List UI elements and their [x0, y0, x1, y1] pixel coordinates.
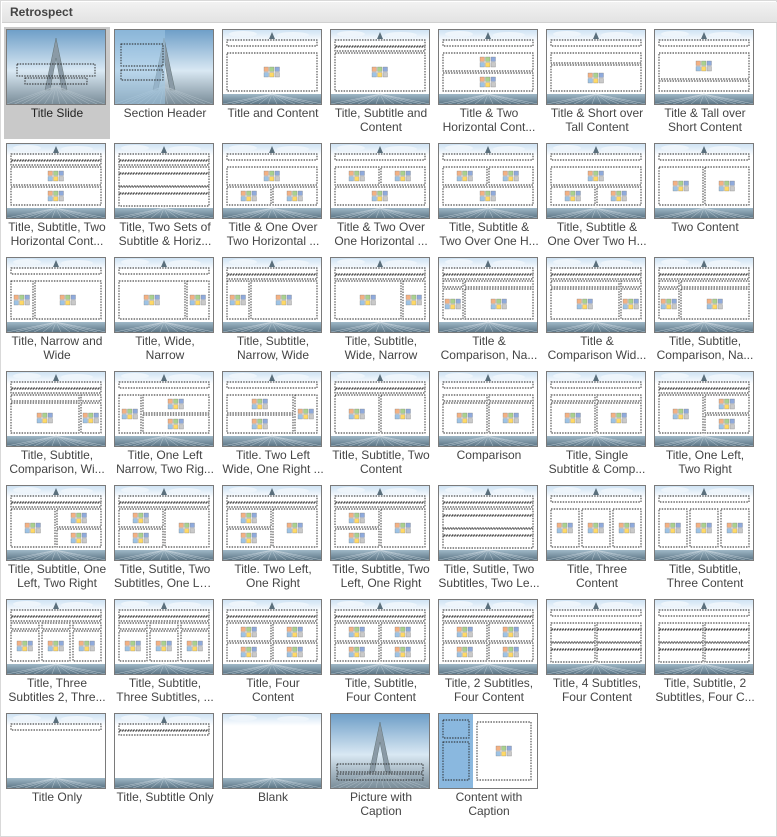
layout-thumbnail — [222, 143, 322, 219]
layout-label — [112, 334, 218, 362]
layout-option[interactable] — [112, 27, 218, 139]
layout-thumbnail — [330, 143, 430, 219]
layout-thumbnail — [546, 485, 646, 561]
layout-option[interactable] — [328, 483, 434, 595]
layout-label-line: Horizontal Cont... — [10, 234, 104, 248]
layout-option[interactable] — [436, 597, 542, 709]
layout-label-line: Title, Subtitle, — [668, 562, 742, 576]
layout-label — [436, 106, 542, 134]
layout-label — [220, 790, 326, 804]
layout-thumbnail — [438, 29, 538, 105]
layout-label — [544, 448, 650, 476]
layout-label-line: Wide — [43, 348, 71, 362]
layout-preview-icon — [547, 258, 645, 332]
layout-option[interactable] — [4, 711, 110, 823]
layout-option[interactable] — [220, 369, 326, 481]
layout-label-line: Title, One Left — [127, 448, 203, 462]
layout-label — [652, 562, 758, 590]
layout-label-line: Four Content — [561, 690, 633, 704]
layout-option[interactable] — [220, 597, 326, 709]
layout-label-line: Four Content — [453, 690, 525, 704]
layout-option[interactable] — [652, 141, 758, 253]
layout-preview-icon — [331, 714, 429, 788]
layout-label-line: Tall Content — [565, 120, 629, 134]
layout-option[interactable] — [112, 711, 218, 823]
layout-label-line: One Right — [245, 576, 301, 590]
layout-label — [112, 220, 218, 248]
layout-label-line: Title, Subtitle, — [128, 676, 202, 690]
layout-preview-icon — [223, 372, 321, 446]
layout-option[interactable] — [328, 711, 434, 823]
layout-preview-icon — [439, 258, 537, 332]
layout-label — [328, 676, 434, 704]
layout-label-line: Title & Two Over — [336, 220, 426, 234]
layout-thumbnail — [546, 143, 646, 219]
layout-preview-icon — [547, 30, 645, 104]
layout-label-line: Subtitle & Horiz... — [118, 234, 212, 248]
layout-label — [4, 106, 110, 120]
layout-preview-icon — [439, 600, 537, 674]
layout-option[interactable] — [436, 369, 542, 481]
layout-label — [544, 562, 650, 590]
layout-label-line: Left, Two Right — [17, 576, 97, 590]
layout-label — [436, 790, 542, 818]
layout-option[interactable] — [220, 27, 326, 139]
layout-option[interactable] — [220, 255, 326, 367]
layout-thumbnail — [114, 257, 214, 333]
layout-label — [652, 448, 758, 476]
layout-label-line: Caption — [360, 804, 402, 818]
layout-preview-icon — [7, 258, 105, 332]
layout-label-line: Title, One Left, — [665, 448, 745, 462]
layout-option[interactable] — [112, 255, 218, 367]
layout-thumbnail — [222, 257, 322, 333]
layout-preview-icon — [7, 144, 105, 218]
layout-thumbnail — [222, 29, 322, 105]
layout-option[interactable] — [4, 369, 110, 481]
layout-thumbnail — [6, 257, 106, 333]
layout-option[interactable] — [220, 141, 326, 253]
layout-option[interactable] — [544, 597, 650, 709]
layout-label-line: Title. Two Left, — [234, 562, 312, 576]
layout-preview-icon — [547, 486, 645, 560]
layout-preview-icon — [115, 714, 213, 788]
layout-label-line: Title Slide — [30, 106, 84, 120]
layout-preview-icon — [7, 600, 105, 674]
layout-label-line: Subtitle & Comp... — [548, 462, 646, 476]
layout-label-line: Title, Four — [246, 676, 300, 690]
layout-label — [328, 448, 434, 476]
layout-thumbnail — [546, 371, 646, 447]
layout-label — [4, 448, 110, 476]
layout-label-line: Four Content — [345, 690, 417, 704]
layout-label-line: Comparison Wid... — [547, 348, 647, 362]
layout-label-line: Title, Subtitle, Two — [332, 562, 430, 576]
layout-label-line: Two Content — [671, 220, 739, 234]
layout-label-line: Title, Narrow and — [11, 334, 103, 348]
layout-label — [328, 562, 434, 590]
layout-preview-icon — [331, 372, 429, 446]
layout-thumbnail — [654, 257, 754, 333]
layout-label — [220, 448, 326, 476]
layout-option[interactable] — [544, 369, 650, 481]
layout-thumbnail — [222, 371, 322, 447]
layout-label-line: Comparison, Na... — [440, 348, 538, 362]
layout-label — [220, 106, 326, 120]
layout-label-line: Title, Subtitle, — [20, 448, 94, 462]
layout-label — [436, 448, 542, 462]
layout-preview-icon — [115, 30, 213, 104]
layout-label-line: One Over Two H... — [547, 234, 647, 248]
layout-preview-icon — [223, 486, 321, 560]
layout-option[interactable] — [4, 141, 110, 253]
layout-label-line: Subtitles, Two Le... — [438, 576, 540, 590]
layout-option[interactable] — [436, 255, 542, 367]
layout-preview-icon — [547, 372, 645, 446]
layout-label-line: Title & Tall over — [664, 106, 746, 120]
layout-thumbnail — [654, 371, 754, 447]
layout-preview-icon — [331, 144, 429, 218]
layout-label — [220, 562, 326, 590]
layout-option[interactable] — [4, 483, 110, 595]
layout-thumbnail — [6, 485, 106, 561]
layout-preview-icon — [439, 144, 537, 218]
layout-label — [112, 676, 218, 704]
layout-preview-icon — [547, 600, 645, 674]
layout-thumbnail — [114, 485, 214, 561]
layout-preview-icon — [115, 486, 213, 560]
layout-label — [652, 220, 758, 234]
layout-label — [220, 220, 326, 248]
layout-option[interactable] — [112, 483, 218, 595]
layout-label-line: Title, 4 Subtitles, — [552, 676, 642, 690]
layout-label-line: Title, Sutitle, Two — [443, 562, 535, 576]
layout-label — [112, 790, 218, 804]
layout-preview-icon — [331, 600, 429, 674]
layout-label — [544, 334, 650, 362]
layout-label — [436, 676, 542, 704]
layout-thumbnail — [6, 713, 106, 789]
layout-option[interactable] — [220, 483, 326, 595]
layout-label — [112, 106, 218, 120]
layout-label — [112, 562, 218, 590]
layout-option[interactable] — [544, 255, 650, 367]
layout-option[interactable] — [436, 483, 542, 595]
layout-label-line: Title & — [472, 334, 506, 348]
layout-thumbnail — [114, 29, 214, 105]
layout-thumbnail — [6, 29, 106, 105]
layout-thumbnail — [654, 143, 754, 219]
layout-label — [436, 562, 542, 590]
layout-preview-icon — [7, 714, 105, 788]
layout-label — [652, 676, 758, 704]
layout-label-line: Title, Three — [26, 676, 88, 690]
layout-label-line: Wide, One Right ... — [222, 462, 324, 476]
layout-option[interactable] — [328, 369, 434, 481]
layout-thumbnail — [114, 713, 214, 789]
layout-label-line: Comparison, Wi... — [9, 462, 105, 476]
layout-label-line: Title, 2 Subtitles, — [444, 676, 534, 690]
layout-label-line: Left, One Right — [340, 576, 422, 590]
layout-label-line: Title, Wide, — [135, 334, 195, 348]
layout-label-line: Content with — [455, 790, 523, 804]
layout-label-line: Title and Content — [227, 106, 319, 120]
layout-label-line: Section Header — [123, 106, 207, 120]
layout-label-line: Content — [575, 576, 619, 590]
layout-label — [436, 220, 542, 248]
layout-thumbnail — [438, 599, 538, 675]
layout-thumbnail — [222, 485, 322, 561]
layout-label — [328, 790, 434, 818]
layout-label-line: Three Content — [666, 576, 744, 590]
layout-label-line: Subtitles, Four C... — [655, 690, 755, 704]
layout-preview-icon — [223, 714, 321, 788]
layout-label-line: Title, Subtitle, — [344, 676, 418, 690]
layout-label-line: Title & Two — [459, 106, 519, 120]
layout-thumbnail — [654, 485, 754, 561]
layout-label-line: Picture with — [349, 790, 413, 804]
layout-label — [4, 790, 110, 804]
layout-label-line: Content — [359, 120, 403, 134]
layout-label — [544, 676, 650, 704]
layout-option[interactable] — [544, 27, 650, 139]
layout-label-line: Title & — [580, 334, 614, 348]
layout-option[interactable] — [652, 597, 758, 709]
layout-thumbnail — [330, 713, 430, 789]
layout-preview-icon — [439, 30, 537, 104]
layout-label — [4, 220, 110, 248]
layout-label — [544, 220, 650, 248]
layout-grid — [4, 27, 774, 832]
layout-label-line: Title, Sutitle, Two — [119, 562, 211, 576]
layout-option[interactable] — [328, 255, 434, 367]
layout-label — [436, 334, 542, 362]
layout-label-line: Comparison, Na... — [656, 348, 754, 362]
layout-thumbnail — [114, 599, 214, 675]
layout-preview-icon — [547, 144, 645, 218]
layout-label-line: Two Horizontal ... — [226, 234, 320, 248]
layout-thumbnail — [330, 371, 430, 447]
layout-thumbnail — [438, 143, 538, 219]
layout-preview-icon — [331, 258, 429, 332]
layout-thumbnail — [114, 143, 214, 219]
layout-label-line: Two Right — [678, 462, 732, 476]
layout-label-line: Comparison — [456, 448, 522, 462]
layout-label-line: Title & Short over — [550, 106, 644, 120]
layout-option[interactable] — [328, 597, 434, 709]
layout-option[interactable] — [652, 483, 758, 595]
layout-option[interactable] — [652, 255, 758, 367]
layout-label-line: Title. Two Left — [235, 448, 311, 462]
layout-label — [4, 562, 110, 590]
layout-preview-icon — [439, 372, 537, 446]
layout-label-line: Caption — [468, 804, 510, 818]
layout-label — [328, 106, 434, 134]
layout-thumbnail — [330, 485, 430, 561]
layout-option[interactable] — [4, 255, 110, 367]
gallery-header — [2, 2, 777, 23]
layout-label — [220, 334, 326, 362]
layout-preview-icon — [439, 486, 537, 560]
layout-label-line: Title & One Over — [228, 220, 318, 234]
layout-preview-icon — [115, 144, 213, 218]
layout-label-line: Title, Subtitle & — [556, 220, 638, 234]
layout-option[interactable] — [112, 597, 218, 709]
layout-preview-icon — [331, 30, 429, 104]
layout-thumbnail — [114, 371, 214, 447]
layout-thumbnail — [222, 713, 322, 789]
layout-label-line: Title, Subtitle, Two — [332, 448, 430, 462]
layout-label-line: Title, Subtitle Only — [116, 790, 214, 804]
layout-option[interactable] — [436, 711, 542, 823]
layout-option[interactable] — [328, 27, 434, 139]
layout-preview-icon — [655, 372, 753, 446]
layout-preview-icon — [223, 144, 321, 218]
gallery-title: Retrospect — [10, 5, 73, 19]
layout-option[interactable] — [112, 141, 218, 253]
layout-label-line: Wide, Narrow — [344, 348, 418, 362]
layout-thumbnail — [438, 257, 538, 333]
layout-preview-icon — [655, 258, 753, 332]
layout-preview-icon — [655, 486, 753, 560]
layout-thumbnail — [330, 257, 430, 333]
layout-preview-icon — [115, 258, 213, 332]
layout-option[interactable] — [436, 27, 542, 139]
layout-label-line: Two Over One H... — [439, 234, 539, 248]
layout-preview-icon — [655, 600, 753, 674]
layout-option[interactable] — [4, 597, 110, 709]
layout-preview-icon — [439, 714, 537, 788]
layout-label — [112, 448, 218, 476]
layout-label-line: Three Subtitles, ... — [116, 690, 214, 704]
layout-label-line: Title, Subtitle, One — [7, 562, 107, 576]
layout-label-line: Content — [359, 462, 403, 476]
layout-option[interactable] — [436, 141, 542, 253]
layout-preview-icon — [223, 258, 321, 332]
layout-thumbnail — [654, 599, 754, 675]
layout-label-line: Title, Subtitle, — [344, 334, 418, 348]
layout-label-line: Title, Subtitle, — [236, 334, 310, 348]
layout-option[interactable] — [220, 711, 326, 823]
layout-thumbnail — [438, 371, 538, 447]
layout-option[interactable] — [544, 141, 650, 253]
layout-option[interactable] — [652, 369, 758, 481]
layout-thumbnail — [330, 29, 430, 105]
layout-preview-icon — [7, 30, 105, 104]
layout-preview-icon — [655, 144, 753, 218]
layout-label — [220, 676, 326, 704]
layout-label-line: Title, Two Sets of — [119, 220, 211, 234]
layout-label-line: Title, Three — [566, 562, 628, 576]
layout-thumbnail — [546, 257, 646, 333]
layout-label-line: One Horizontal ... — [334, 234, 428, 248]
layout-label-line: Title, Subtitle, Two — [8, 220, 106, 234]
layout-label-line: Subtitles 2, Thre... — [8, 690, 106, 704]
layout-preview-icon — [331, 486, 429, 560]
layout-option[interactable] — [4, 27, 110, 139]
layout-label-line: Title Only — [31, 790, 83, 804]
layout-label-line: Content — [251, 690, 295, 704]
layout-label-line: Short Content — [667, 120, 743, 134]
layout-preview-icon — [7, 486, 105, 560]
layout-preview-icon — [223, 600, 321, 674]
layout-label-line: Title, Subtitle, — [668, 334, 742, 348]
layout-label-line: Title, Subtitle and — [334, 106, 428, 120]
layout-label-line: Narrow, Two Rig... — [116, 462, 214, 476]
layout-label — [544, 106, 650, 134]
layout-preview-icon — [7, 372, 105, 446]
layout-thumbnail — [438, 485, 538, 561]
layout-preview-icon — [115, 600, 213, 674]
layout-option[interactable] — [544, 483, 650, 595]
layout-label — [4, 676, 110, 704]
layout-thumbnail — [222, 599, 322, 675]
layout-label-line: Title, Subtitle & — [448, 220, 530, 234]
layout-option[interactable] — [112, 369, 218, 481]
layout-label-line: Subtitles, One Le... — [114, 576, 217, 590]
layout-thumbnail — [546, 599, 646, 675]
layout-label-line: Narrow, Wide — [236, 348, 310, 362]
layout-label-line: Horizontal Cont... — [442, 120, 536, 134]
layout-thumbnail — [6, 599, 106, 675]
layout-option[interactable] — [328, 141, 434, 253]
layout-thumbnail — [546, 29, 646, 105]
layout-option[interactable] — [652, 27, 758, 139]
layout-label-line: Narrow — [145, 348, 185, 362]
layout-label — [652, 334, 758, 362]
layout-label — [4, 334, 110, 362]
layout-thumbnail — [654, 29, 754, 105]
layout-preview-icon — [655, 30, 753, 104]
layout-label — [652, 106, 758, 134]
layout-label — [328, 334, 434, 362]
layout-preview-icon — [115, 372, 213, 446]
layout-label-line: Title, Subtitle, 2 — [663, 676, 747, 690]
layout-thumbnail — [6, 143, 106, 219]
layout-preview-icon — [223, 30, 321, 104]
layout-thumbnail — [6, 371, 106, 447]
layout-label — [328, 220, 434, 248]
layout-label-line: Blank — [257, 790, 289, 804]
layout-label-line: Title, Single — [565, 448, 629, 462]
layout-thumbnail — [438, 713, 538, 789]
layout-thumbnail — [330, 599, 430, 675]
